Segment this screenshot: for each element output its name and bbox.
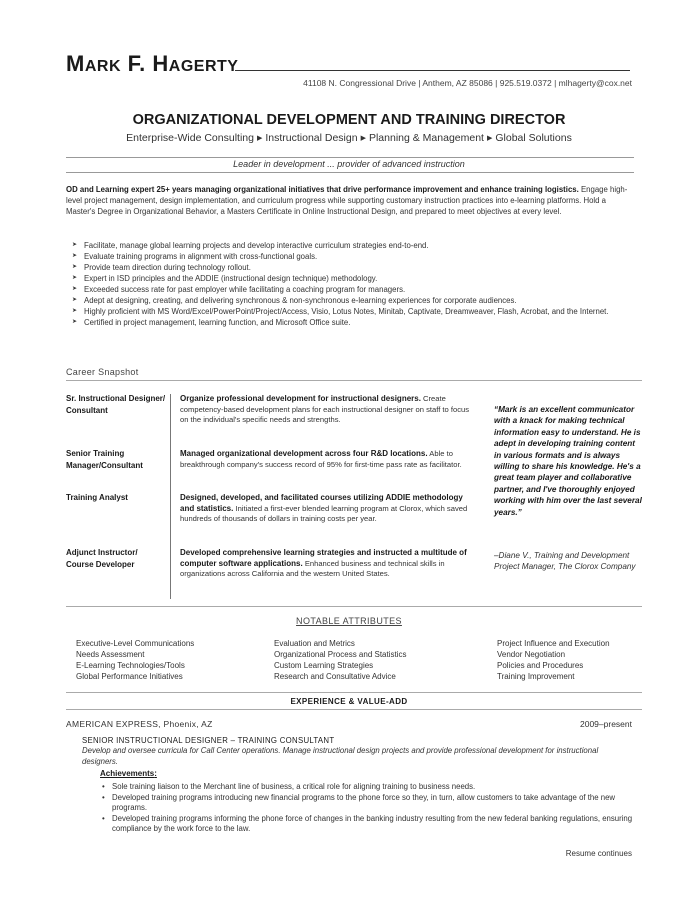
attributes-column-1 (76, 638, 194, 682)
experience-heading: EXPERIENCE & VALUE-ADD (290, 697, 408, 706)
name-last-initial: H (152, 51, 169, 76)
bullet-dot-icon: • (102, 792, 105, 802)
snapshot-role-desc: Designed, developed, and facilitated courses utilizing ADDIE methodology and statistics. Initiated a first-ever blended learning program at Clorox, which saved hundreds of thousands of dollars in training costs per year. (180, 493, 468, 524)
page-title: ORGANIZATIONAL DEVELOPMENT AND TRAINING DIRECTOR (132, 112, 566, 128)
bullet-dot-icon: • (102, 813, 105, 823)
career-snapshot-heading: Career Snapshot (66, 367, 139, 377)
testimonial-quote: “Mark is an excellent communicator with a knack for making technical information easy to understand. He is adept in developing training content in various formats and is always willing to share his knowledge. He's a great team player and collaborative partner, and I've thoroughly enjoyed working with him over the last several years.” (494, 405, 642, 517)
resume-continues-note: Resume continues (565, 849, 632, 858)
list-item: • Sole training liaison to the Merchant line of business, a critical role for aligning training to business needs. (102, 782, 476, 791)
attribute-item: Research and Consultative Advice (274, 672, 396, 681)
candidate-name (66, 51, 238, 77)
notable-attributes-heading: NOTABLE ATTRIBUTES (296, 616, 402, 626)
achievements-heading: Achievements: (100, 769, 157, 778)
divider-experience (66, 692, 642, 693)
list-item: ➤ Certified in project management, learning function, and Microsoft Office suite. (72, 318, 351, 327)
triangle-right-icon: ▶ (486, 135, 493, 142)
list-item: • Developed training programs introducing new financial programs to the phone force so they, in turn, allow customers to take advantage of the new programs. (102, 792, 616, 813)
skills-list (72, 240, 634, 328)
snapshot-role-desc: Organize professional development for instructional designers. Create competency-based development plans for each instructional designer on staff to focus on the individual's specific needs and strengths. (180, 394, 470, 425)
divider-snapshot (66, 380, 642, 381)
achievements-list (100, 782, 634, 835)
list-item: ➤ Highly proficient with MS Word/Excel/PowerPoint/Project/Access, Visio, Lotus Notes, Minitab, Captivate, Dreamweaver, Flash, Acrobat, and the Internet. (72, 307, 609, 316)
name-first-rest: ARK (84, 58, 121, 75)
specialty-item: Planning & Management (368, 132, 484, 144)
attribute-item: Project Influence and Execution (497, 639, 610, 648)
list-item: ➤ Facilitate, manage global learning projects and develop interactive curriculum strategies end-to-end. (72, 241, 429, 250)
attribute-item: Global Performance Initiatives (76, 672, 183, 681)
attribute-item: E-Learning Technologies/Tools (76, 661, 185, 670)
list-item: ➤ Exceeded success rate for past employer while facilitating a coaching program for managers. (72, 285, 406, 294)
bullet-arrow-icon: ➤ (72, 253, 78, 259)
bullet-arrow-icon: ➤ (72, 275, 78, 281)
name-last-rest: AGERTY (168, 58, 239, 75)
triangle-right-icon: ▶ (256, 135, 263, 142)
bullet-arrow-icon: ➤ (72, 286, 78, 292)
list-item: ➤ Provide team direction during technology rollout. (72, 263, 251, 272)
list-item: ➤ Evaluate training programs in alignment with cross-functional goals. (72, 252, 318, 261)
snapshot-role-desc: Managed organizational development across four R&D locations. Able to breakthrough company's success record of 95% for first-time pass rate as facilitator. (180, 449, 462, 469)
employment-dates: 2009–present (580, 719, 632, 729)
specialty-line (0, 132, 698, 144)
bullet-arrow-icon: ➤ (72, 264, 78, 270)
attribute-item: Training Improvement (497, 672, 575, 681)
attribute-item: Organizational Process and Statistics (274, 650, 407, 659)
job-description: Develop and oversee curricula for Call Center operations. Manage instructional design projects and provide professional development for instructional designers. (82, 746, 599, 766)
attribute-item: Policies and Procedures (497, 661, 584, 670)
snapshot-role-title: Adjunct Instructor/ Course Developer (66, 548, 138, 569)
bullet-arrow-icon: ➤ (72, 242, 78, 248)
name-underline (235, 70, 630, 71)
summary-text: Engage high-level project management, design implementation, and curriculum progress while supporting customary instruction practices into e-learning platforms. Hold a Master's Degree in Organizational Behavior, a Masters Certificate in Online Instructional Design, and prepared to meet objectives at every level. (66, 185, 628, 216)
bullet-arrow-icon: ➤ (72, 319, 78, 325)
summary-paragraph (66, 184, 634, 217)
triangle-right-icon: ▶ (360, 135, 366, 142)
divider-tagline (66, 172, 634, 173)
tagline: Leader in development ... provider of advanced instruction (233, 159, 465, 169)
list-item: ➤ Expert in ISD principles and the ADDIE (instructional design technique) methodology. (72, 274, 378, 283)
specialty-item: Global Solutions (495, 132, 572, 144)
snapshot-role-desc: Developed comprehensive learning strategies and instructed a multitude of computer software applications. Enhanced business and technical skills in organizations across California and the western United States. (180, 548, 467, 579)
specialty-item: Instructional Design (265, 132, 358, 144)
bullet-dot-icon: • (102, 782, 105, 791)
list-item: • Developed training programs informing the phone force of changes in the banking industry resulting from the new federal banking regulations, ensuring compliance by the work force to the law. (102, 813, 633, 834)
snapshot-vertical-divider (170, 394, 171, 599)
snapshot-role-title: Training Analyst (66, 493, 128, 502)
testimonial-attribution: –Diane V., Training and Development Project Manager, The Clorox Company (494, 551, 636, 572)
divider-notable (66, 606, 642, 607)
attributes-column-3 (497, 638, 610, 682)
attribute-item: Custom Learning Strategies (274, 661, 374, 670)
attributes-column-2 (274, 638, 407, 682)
attribute-item: Needs Assessment (76, 650, 145, 659)
bullet-arrow-icon: ➤ (72, 297, 78, 303)
name-middle: F. (127, 51, 146, 76)
divider-top (66, 157, 634, 158)
name-first-initial: M (66, 51, 85, 76)
summary-lead: OD and Learning expert 25+ years managing organizational initiatives that drive performance improvement and enhance training logistics. (66, 185, 579, 194)
attribute-item: Evaluation and Metrics (274, 639, 355, 648)
snapshot-role-title: Sr. Instructional Designer/ Consultant (66, 394, 166, 415)
attribute-item: Vendor Negotiation (497, 650, 566, 659)
list-item: ➤ Adept at designing, creating, and delivering synchronous & non-synchronous e-learning experiences for corporate audiences. (72, 296, 517, 305)
divider-experience-bottom (66, 709, 642, 710)
job-title: SENIOR INSTRUCTIONAL DESIGNER – TRAINING CONSULTANT (82, 736, 335, 745)
bullet-arrow-icon: ➤ (72, 308, 78, 314)
attribute-item: Executive-Level Communications (76, 639, 195, 648)
contact-info: 41108 N. Congressional Drive | Anthem, AZ 85086 | 925.519.0372 | mlhagerty@cox.net (303, 78, 632, 88)
snapshot-role-title: Senior Training Manager/Consultant (66, 449, 143, 470)
specialty-item: Enterprise-Wide Consulting (126, 132, 254, 144)
employer-name: AMERICAN EXPRESS, Phoenix, AZ (66, 719, 213, 729)
